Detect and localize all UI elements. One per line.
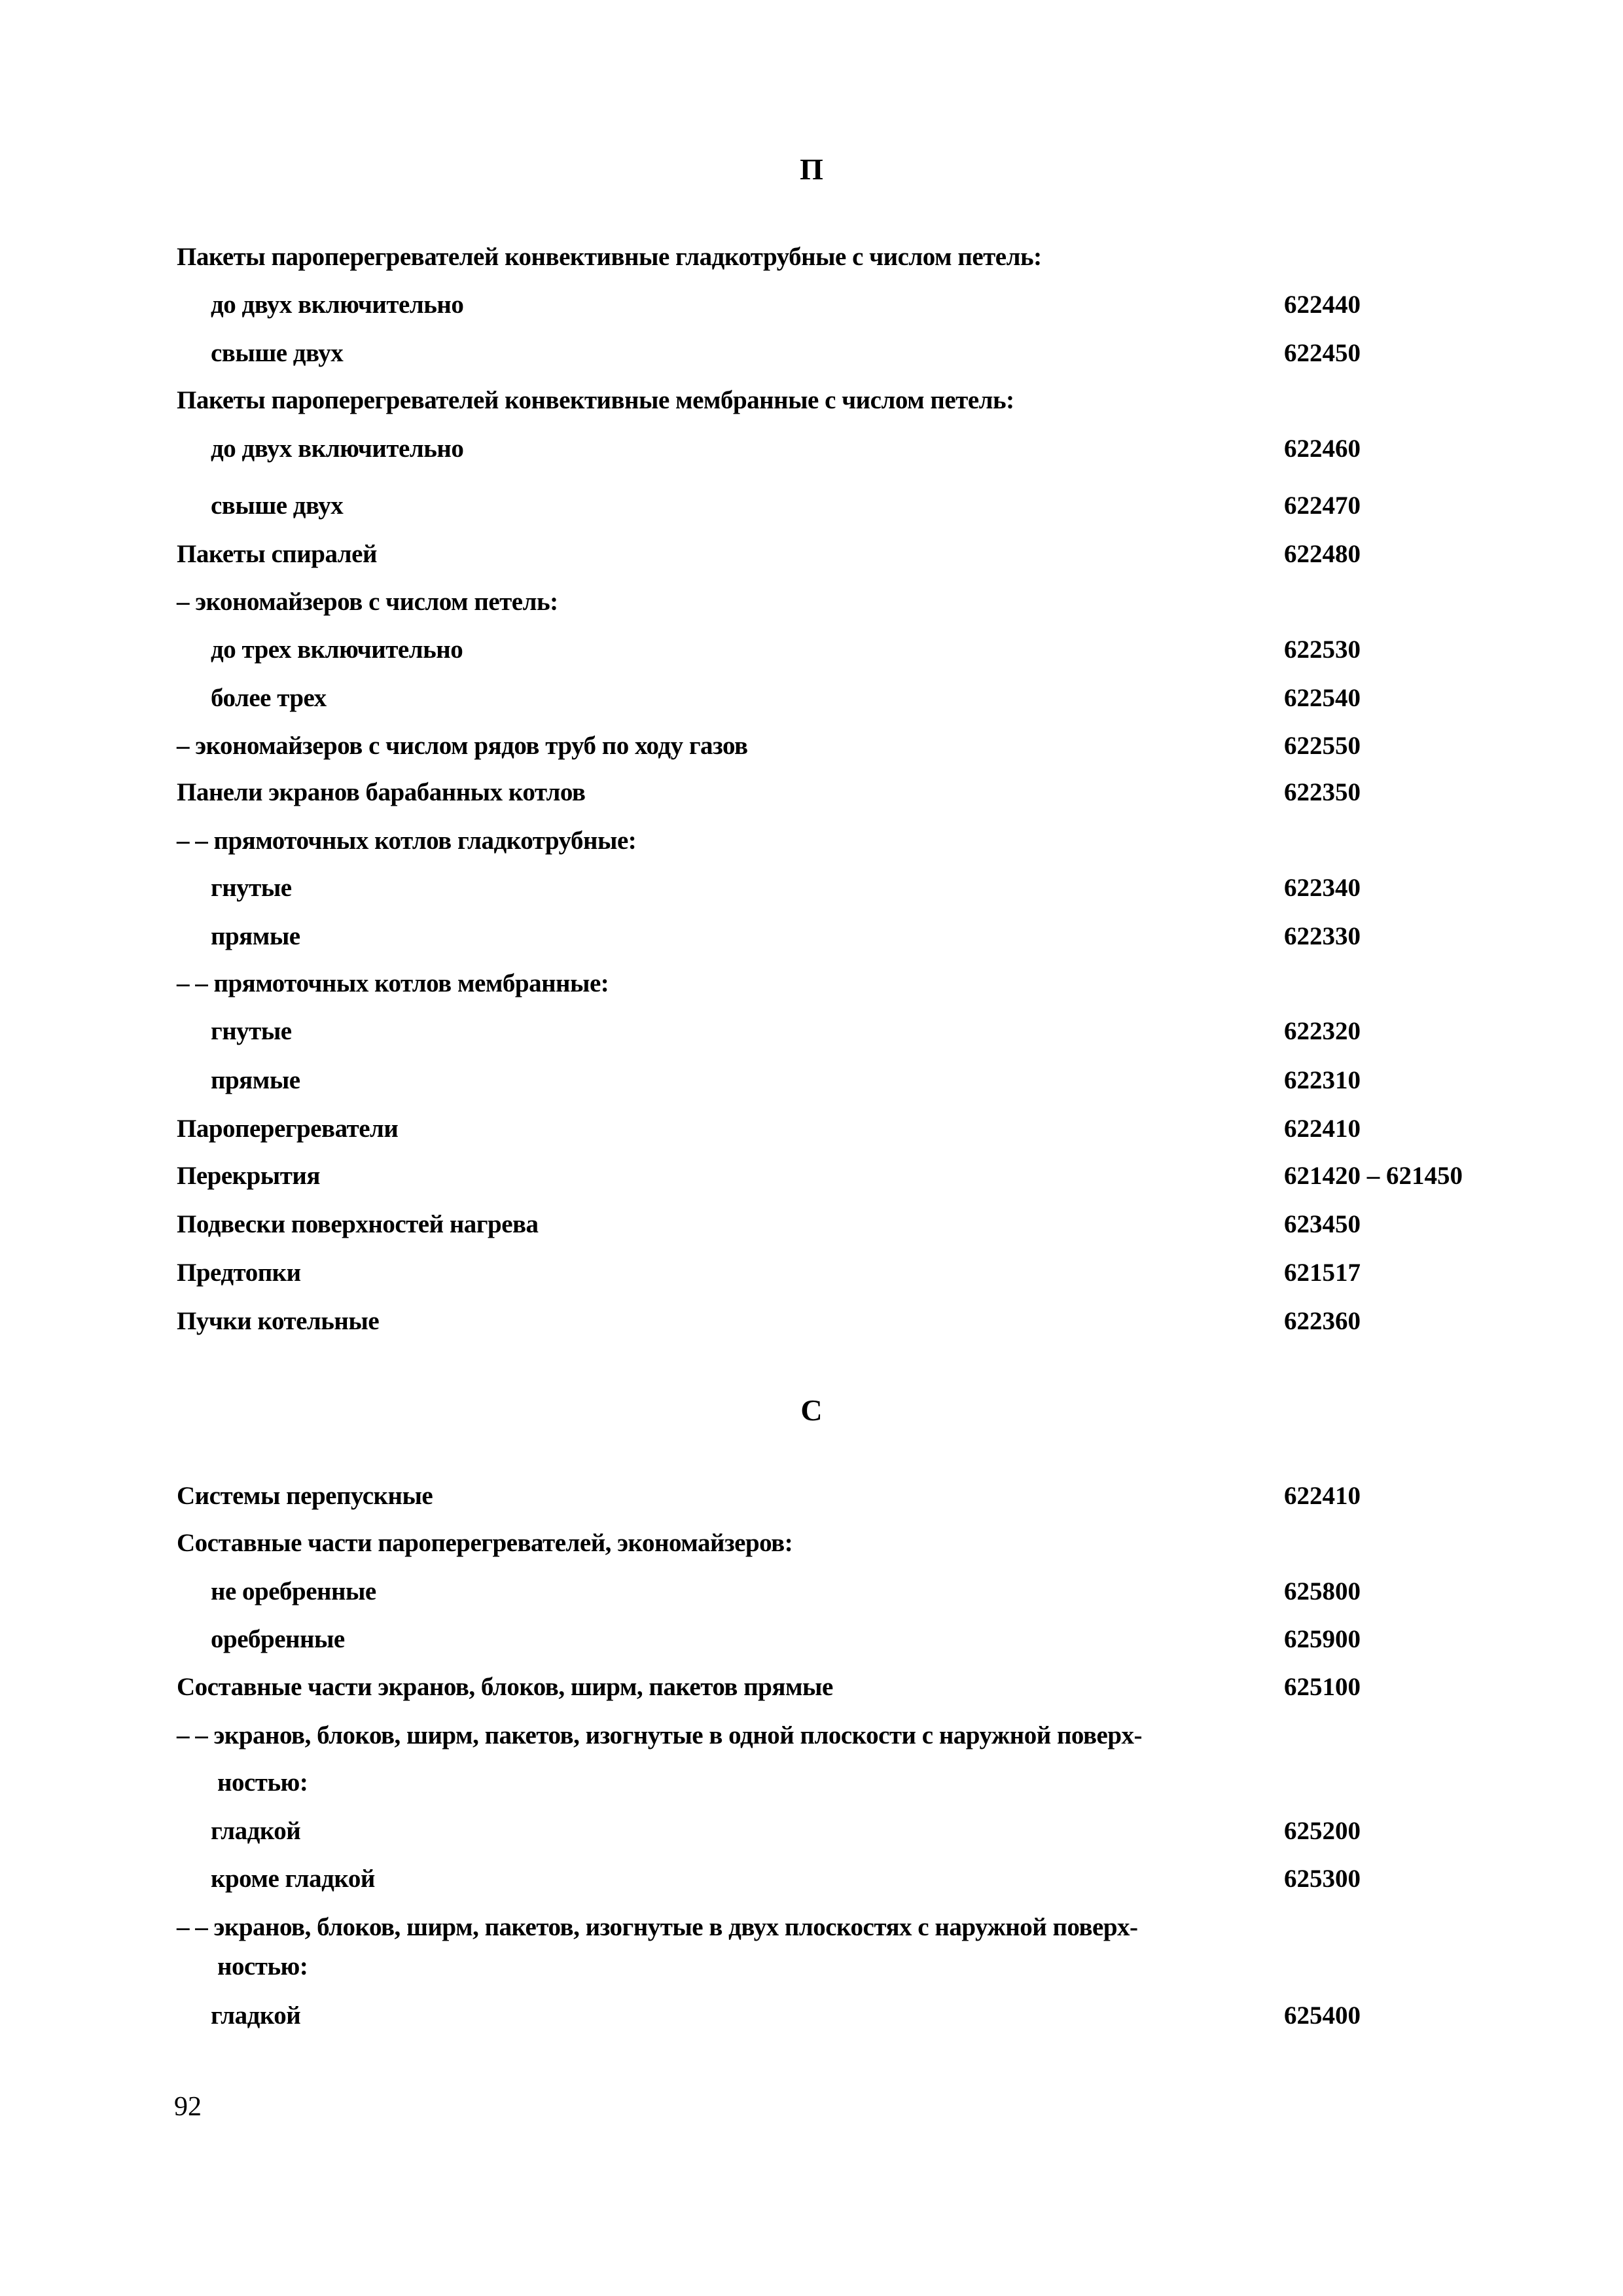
index-entry (0, 1161, 1623, 1194)
entry-label: Пакеты спиралей (177, 540, 377, 568)
entry-label: прямые (211, 1066, 300, 1094)
entry-label: – – экранов, блоков, ширм, пакетов, изогнутые в двух плоскостях с наружной поверх- (177, 1913, 1138, 1941)
index-entry (0, 1210, 1623, 1242)
index-entry (0, 1016, 1623, 1049)
entry-label: Пакеты пароперегревателей конвективные гладкотрубные с числом петель: (177, 243, 1042, 271)
index-entry (0, 826, 1623, 859)
index-entry (0, 873, 1623, 906)
index-entry (0, 1721, 1623, 1753)
entry-label: кроме гладкой (211, 1865, 375, 1893)
entry-code: 622460 (1284, 435, 1361, 463)
index-entry (0, 539, 1623, 572)
index-entry (0, 1864, 1623, 1897)
entry-code: 622410 (1284, 1482, 1361, 1510)
entry-label: до трех включительно (211, 636, 463, 664)
index-entry (0, 778, 1623, 810)
entry-label: свыше двух (211, 492, 344, 520)
index-entry (0, 1066, 1623, 1098)
entry-code: 622540 (1284, 684, 1361, 712)
entry-code: 621517 (1284, 1259, 1361, 1287)
section-letter: С (800, 1393, 823, 1427)
entry-code: 625900 (1284, 1625, 1361, 1653)
index-entry (0, 491, 1623, 524)
entry-code: 622350 (1284, 778, 1361, 806)
entry-label: Пароперегреватели (177, 1115, 399, 1143)
entry-label: – – прямоточных котлов гладкотрубные: (177, 827, 637, 855)
index-entry (0, 1912, 1623, 1945)
index-entry (0, 683, 1623, 716)
page-number: 92 (174, 2092, 202, 2122)
entry-label: Пакеты пароперегревателей конвективные мембранные с числом петель: (177, 386, 1014, 414)
index-entry (0, 635, 1623, 668)
entry-label: прямые (211, 922, 300, 950)
entry-code: 625800 (1284, 1577, 1361, 1605)
index-entry (0, 1577, 1623, 1609)
entry-label: оребренные (211, 1625, 345, 1653)
entry-label: гладкой (211, 1817, 301, 1845)
index-entry (0, 2001, 1623, 2034)
index-entry (0, 1528, 1623, 1561)
entry-label: Системы перепускные (177, 1482, 433, 1510)
index-entry (0, 1481, 1623, 1514)
entry-code: 622530 (1284, 636, 1361, 664)
index-entry (0, 290, 1623, 323)
entry-label: гнутые (211, 1017, 292, 1045)
index-entry (0, 1768, 1623, 1801)
index-entry (0, 434, 1623, 467)
entry-label: Перекрытия (177, 1162, 320, 1190)
index-entry (0, 1816, 1623, 1849)
index-entry (0, 386, 1623, 418)
entry-label: Панели экранов барабанных котлов (177, 778, 586, 806)
index-entry (0, 1114, 1623, 1147)
index-entry (0, 587, 1623, 620)
entry-code: 622450 (1284, 339, 1361, 367)
index-entry (0, 1952, 1623, 1984)
entry-label: ностью: (217, 1768, 308, 1797)
entry-code: 622360 (1284, 1307, 1361, 1335)
entry-code: 622340 (1284, 874, 1361, 902)
entry-label: – – прямоточных котлов мембранные: (177, 969, 609, 997)
entry-label: – экономайзеров с числом петель: (177, 588, 558, 616)
index-entry (0, 338, 1623, 371)
index-entry (0, 242, 1623, 275)
index-entry (0, 922, 1623, 954)
entry-label: гнутые (211, 874, 292, 902)
entry-code: 625300 (1284, 1865, 1361, 1893)
entry-label: – – экранов, блоков, ширм, пакетов, изогнутые в одной плоскости с наружной поверх- (177, 1721, 1142, 1749)
entry-code: 622330 (1284, 922, 1361, 950)
entry-label: Подвески поверхностей нагрева (177, 1210, 539, 1238)
entry-code: 625100 (1284, 1673, 1361, 1701)
entry-label: Составные части экранов, блоков, ширм, пакетов прямые (177, 1673, 833, 1701)
index-entry (0, 1258, 1623, 1291)
entry-label: не оребренные (211, 1577, 376, 1605)
entry-code: 622440 (1284, 291, 1361, 319)
entry-label: Пучки котельные (177, 1307, 380, 1335)
index-entry (0, 969, 1623, 1001)
entry-label: – экономайзеров с числом рядов труб по ходу газов (177, 732, 748, 760)
entry-label: до двух включительно (211, 435, 464, 463)
index-entry (0, 1672, 1623, 1705)
entry-label: ностью: (217, 1952, 308, 1981)
index-entry (0, 1624, 1623, 1657)
entry-label: Предтопки (177, 1259, 301, 1287)
entry-code: 621420 – 621450 (1284, 1162, 1463, 1190)
entry-label: гладкой (211, 2001, 301, 2030)
entry-code: 625200 (1284, 1817, 1361, 1845)
section-letter: П (800, 152, 823, 186)
entry-label: свыше двух (211, 339, 344, 367)
entry-code: 622550 (1284, 732, 1361, 760)
entry-code: 622470 (1284, 492, 1361, 520)
entry-code: 622410 (1284, 1115, 1361, 1143)
entry-code: 622320 (1284, 1017, 1361, 1045)
index-entry (0, 731, 1623, 764)
index-entry (0, 1306, 1623, 1339)
entry-code: 622310 (1284, 1066, 1361, 1094)
entry-label: до двух включительно (211, 291, 464, 319)
entry-label: Составные части пароперегревателей, экономайзеров: (177, 1529, 793, 1557)
entry-code: 623450 (1284, 1210, 1361, 1238)
entry-code: 622480 (1284, 540, 1361, 568)
entry-code: 625400 (1284, 2001, 1361, 2030)
entry-label: более трех (211, 684, 327, 712)
